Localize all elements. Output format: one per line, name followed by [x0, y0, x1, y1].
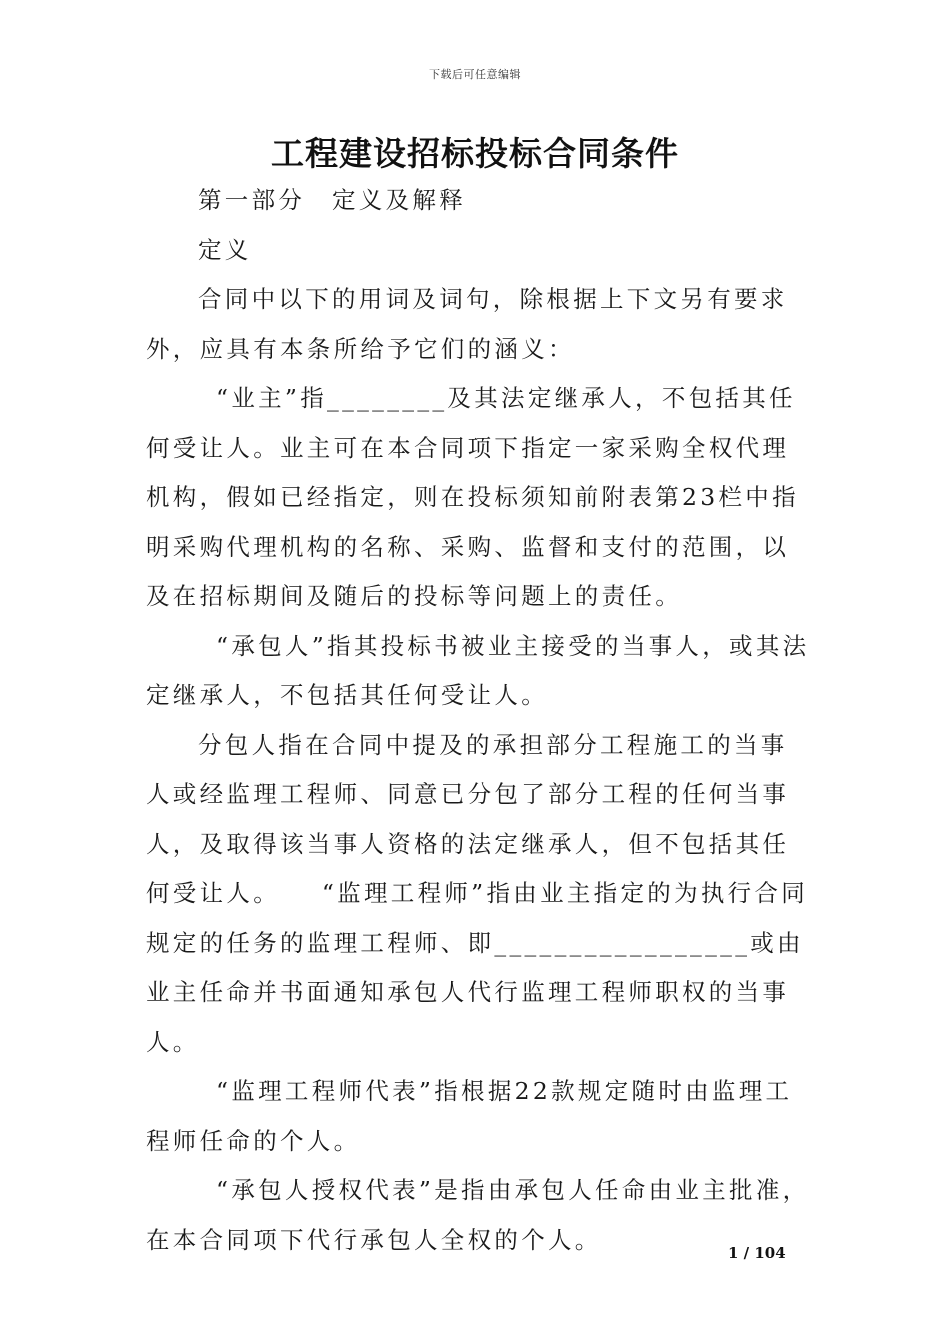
document-title: 工程建设招标投标合同条件 — [271, 134, 679, 173]
header-note: 下载后可任意编辑 — [429, 68, 521, 81]
paragraph-contractor-representative-definition: “承包人授权代表”是指由承包人任命由业主批准，在本合同项下代行承包人全权的个人。 — [146, 1176, 810, 1254]
page-number: 1 / 104 — [728, 1244, 786, 1262]
subsection-heading: 定义 — [198, 235, 252, 264]
paragraph-owner-definition: “业主”指________及其法定继承人，不包括其任何受让人。业主可在本合同项下指定一家采购全权代理机构，假如已经指定，则在投标须知前附表第23栏中指明采购代理机构的名称、采购、监督和支付的范围，以及在招标期间及随后的投标等问题上的责任。 — [146, 384, 799, 610]
paragraph-engineer-representative-definition: “监理工程师代表”指根据22款规定随时由监理工程师任命的个人。 — [146, 1077, 793, 1155]
paragraph-intro: 合同中以下的用词及词句，除根据上下文另有要求外，应具有本条所给予它们的涵义： — [146, 285, 788, 363]
section-heading: 第一部分 定义及解释 — [198, 186, 466, 214]
document-body — [146, 176, 810, 1265]
paragraph-contractor-definition: “承包人”指其投标书被业主接受的当事人，或其法定继承人，不包括其任何受让人。 — [146, 631, 810, 709]
paragraph-subcontractor-definition: 分包人指在合同中提及的承担部分工程施工的当事人或经监理工程师、同意已分包了部分工程的任何当事人，及取得该当事人资格的法定继承人，但不包括其任何受让人。 “监理工程师”指由业主指定的为执行合同规定的任务的监理工程师、即_________________或由业主任命并书面通知承包人代行监理工程师职权的当事人。 — [146, 730, 809, 1056]
